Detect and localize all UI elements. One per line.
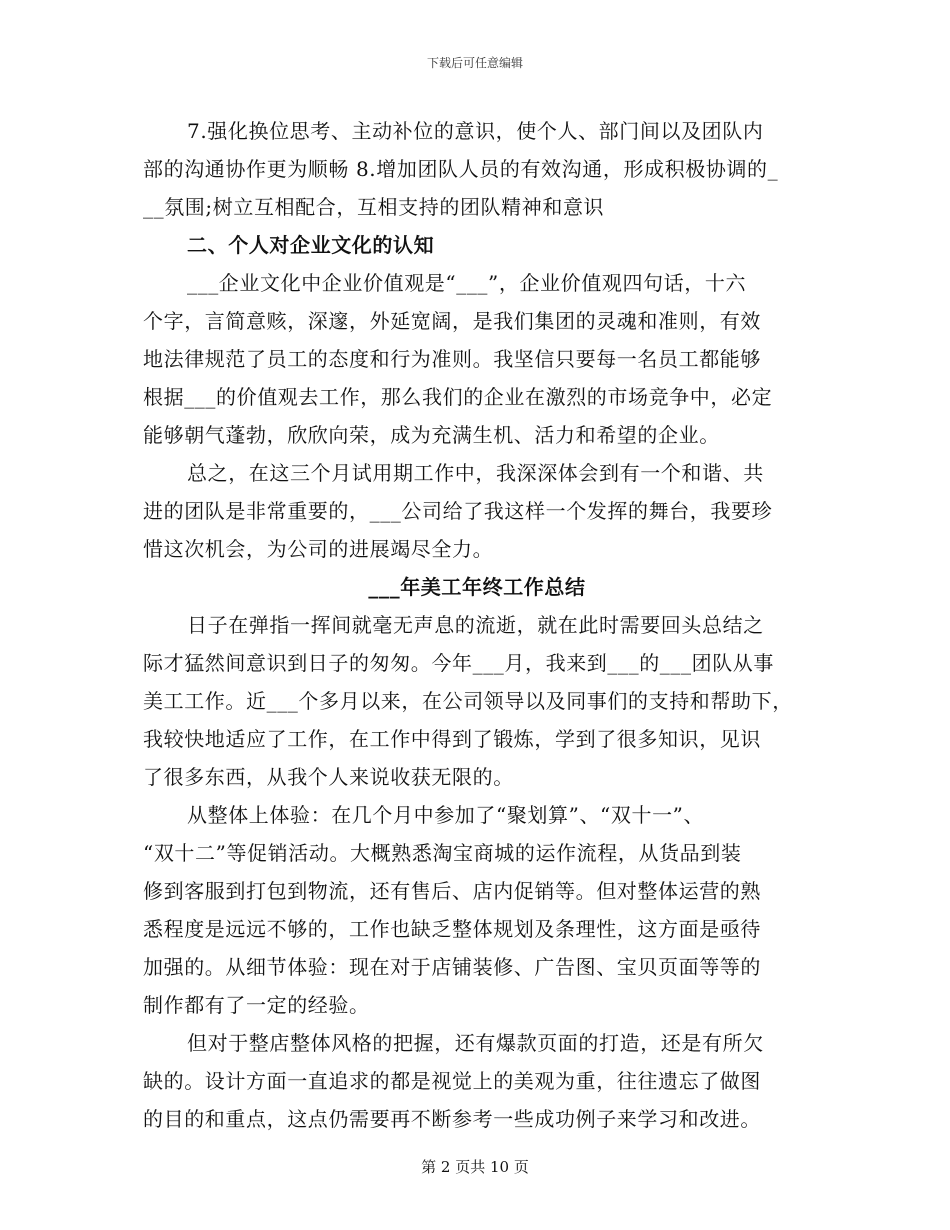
paragraph-line: 7.强化换位思考、主动补位的意识，使个人、部门间以及团队内 — [187, 119, 764, 143]
paragraph-line: 从整体上体验：在几个月中参加了“聚划算”、“双十一”、 — [187, 803, 705, 827]
paragraph-line: 惜这次机会，为公司的进展竭尽全力。 — [143, 537, 494, 561]
paragraph-line: 的目的和重点，这点仍需要再不断参考一些成功例子来学习和改进。 — [143, 1107, 761, 1131]
paragraph-line: 个字，言简意赅，深邃，外延宽阔，是我们集团的灵魂和准则，有效 — [143, 309, 761, 333]
paragraph-line: 加强的。从细节体验：现在对于店铺装修、广告图、宝贝页面等等的 — [143, 955, 761, 979]
paragraph-line: 际才猛然间意识到日子的匆匆。今年___月，我来到___的___团队从事 — [143, 651, 774, 675]
header-note: 下载后可任意编辑 — [426, 56, 523, 70]
paragraph-line: 根据___的价值观去工作，那么我们的企业在激烈的市场竞争中，必定 — [143, 385, 773, 409]
paragraph-line: 缺的。设计方面一直追求的都是视觉上的美观为重，往往遗忘了做图 — [143, 1069, 761, 1093]
paragraph-line: 日子在弹指一挥间就毫无声息的流逝，就在此时需要回头总结之 — [187, 613, 764, 637]
document-title: ___年美工年终工作总结 — [368, 575, 586, 599]
paragraph-line: 制作都有了一定的经验。 — [143, 993, 370, 1017]
paragraph-line: 美工工作。近___个多月以来，在公司领导以及同事们的支持和帮助下， — [143, 689, 793, 713]
section-heading: 二、个人对企业文化的认知 — [187, 233, 435, 257]
page-number: 第 2 页共 10 页 — [421, 1158, 529, 1176]
paragraph-line: 修到客服到打包到物流，还有售后、店内促销等。但对整体运营的熟 — [143, 879, 761, 903]
paragraph-line: 部的沟通协作更为顺畅 8.增加团队人员的有效沟通，形成积极协调的_ — [143, 157, 779, 181]
paragraph-line: 总之，在这三个月试用期工作中，我深深体会到有一个和谐、共 — [187, 461, 764, 485]
paragraph-line: 能够朝气蓬勃，欣欣向荣，成为充满生机、活力和希望的企业。 — [143, 423, 720, 447]
paragraph-line: “双十二”等促销活动。大概熟悉淘宝商城的运作流程，从货品到装 — [143, 841, 742, 865]
paragraph-line: 我较快地适应了工作，在工作中得到了锻炼，学到了很多知识，见识 — [143, 727, 761, 751]
document-body — [143, 112, 811, 1138]
paragraph-line: 进的团队是非常重要的，___公司给了我这样一个发挥的舞台，我要珍 — [143, 499, 773, 523]
paragraph-line: __氛围;树立互相配合，互相支持的团队精神和意识 — [143, 195, 605, 219]
paragraph-line: 悉程度是远远不够的，工作也缺乏整体规划及条理性，这方面是亟待 — [143, 917, 761, 941]
paragraph-line: 地法律规范了员工的态度和行为准则。我坚信只要每一名员工都能够 — [143, 347, 761, 371]
paragraph-line: ___企业文化中企业价值观是“___”，企业价值观四句话，十六 — [187, 271, 747, 295]
paragraph-line: 但对于整店整体风格的把握，还有爆款页面的打造，还是有所欠 — [187, 1031, 764, 1055]
paragraph-line: 了很多东西，从我个人来说收获无限的。 — [143, 765, 514, 789]
